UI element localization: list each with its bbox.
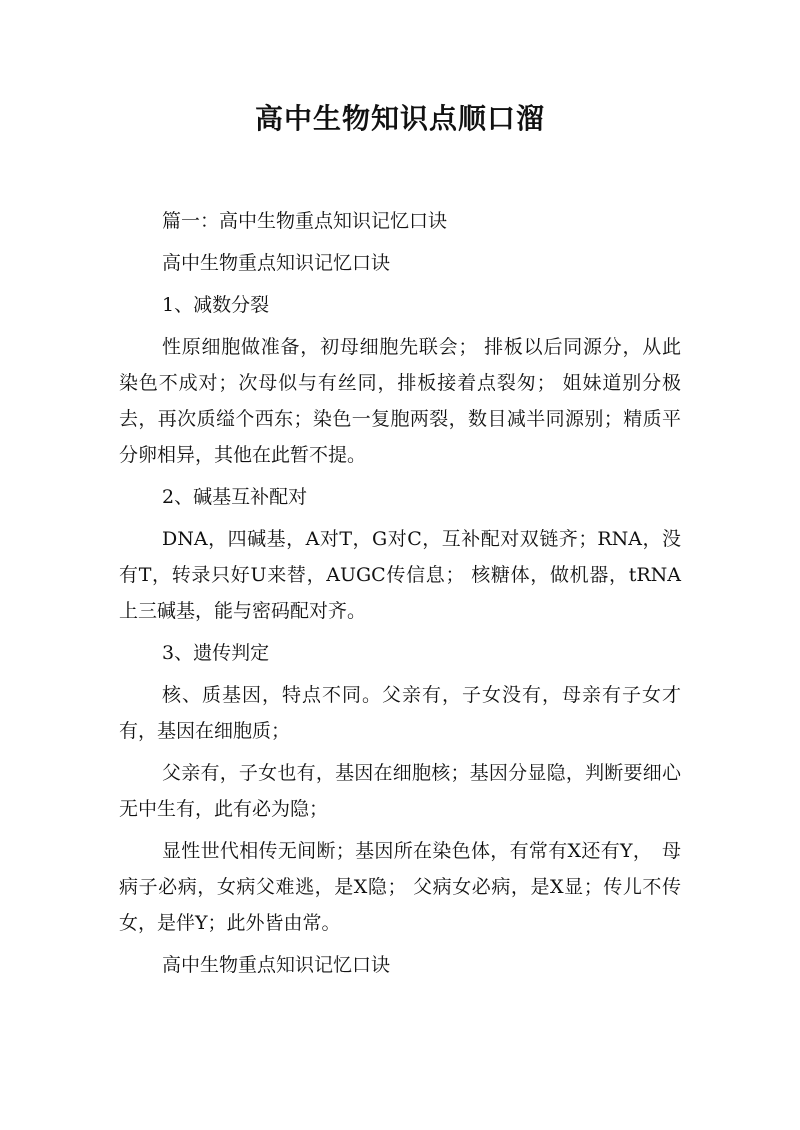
item-heading: 1、减数分裂 [162, 294, 270, 316]
document-title: 高中生物知识点顺口溜 [254, 102, 545, 135]
subtitle: 高中生物重点知识记忆口诀 [162, 252, 391, 274]
subtitle: 高中生物重点知识记忆口诀 [162, 954, 391, 976]
item-heading: 3、遗传判定 [162, 642, 270, 664]
document-body [119, 203, 701, 983]
paragraph: 父亲有，子女也有，基因在细胞核；基因分显隐，判断要细心 无中生有，此有必为隐； [119, 762, 701, 820]
item-heading: 2、碱基互补配对 [162, 486, 308, 508]
paragraph: DNA，四碱基，A对T，G对C，互补配对双链齐；RNA，没有T，转录只好U来替，AUGC传信息； 核糖体，做机器，tRNA上三碱基，能与密码配对齐。 [119, 528, 681, 622]
paragraph: 性原细胞做准备，初母细胞先联会； 排板以后同源分，从此染色不成对；次母似与有丝同，排板接着点裂匆； 姐妹道别分极去，再次质缢个西东；染色一复胞两裂，数目减半同源别；精质平分卵相异，其他在此暂不提。 [119, 336, 681, 466]
section-heading: 篇一：高中生物重点知识记忆口诀 [162, 210, 448, 232]
paragraph: 核、质基因，特点不同。父亲有，子女没有，母亲有子女才有，基因在细胞质； [119, 684, 681, 742]
paragraph: 显性世代相传无间断；基因所在染色体，有常有X还有Y， 母病子必病，女病父难逃，是X隐； 父病女必病，是X显；传儿不传女，是伴Y；此外皆由常。 [119, 840, 681, 934]
